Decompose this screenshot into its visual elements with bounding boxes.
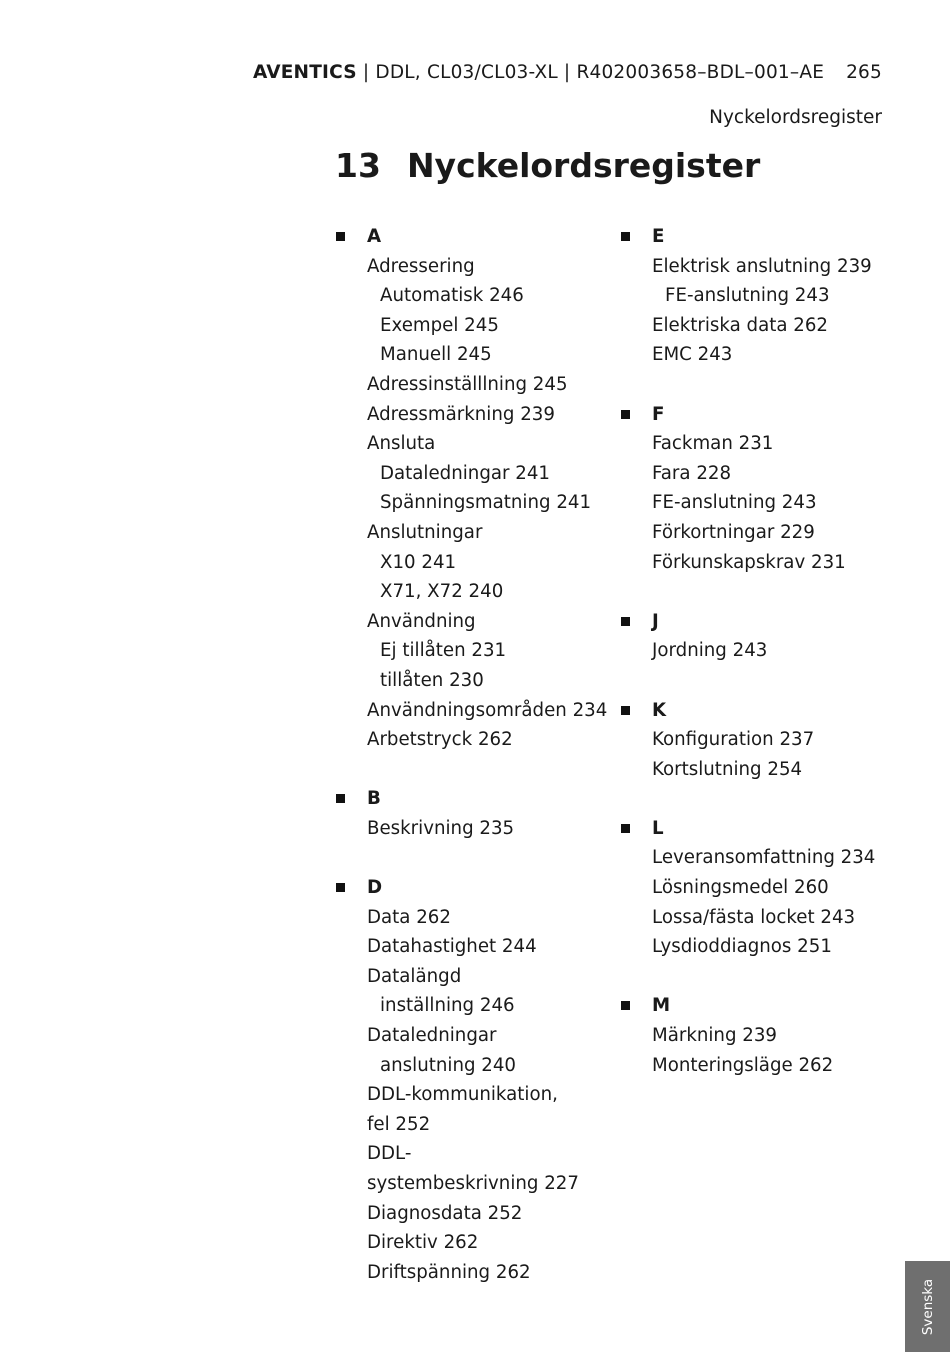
index-entry: Anslutningar (367, 521, 483, 543)
index-spacer (620, 784, 890, 814)
index-subentry: tillåten 230 (380, 669, 484, 691)
index-letter-heading (335, 873, 605, 903)
index-spacer (620, 666, 890, 696)
index-entry: Förkortningar 229 (652, 521, 815, 543)
index-spacer (335, 755, 605, 785)
index-entry: Elektriska data 262 (652, 314, 829, 336)
index-entry: Jordning 243 (652, 640, 768, 662)
index-subentry: X10 241 (380, 551, 457, 573)
square-bullet-icon (621, 706, 630, 715)
language-tab (905, 1261, 950, 1352)
language-tab-label: Svenska (919, 1278, 936, 1335)
index-entry: fel 252 (367, 1113, 431, 1135)
index-spacer (335, 843, 605, 873)
index-entry: Elektrisk anslutning 239 (652, 255, 872, 277)
index-entry: Konfiguration 237 (652, 729, 815, 751)
page-header (253, 62, 882, 83)
index-entry: DDL-kommunikation, (367, 1084, 558, 1106)
index-entry: Märkning 239 (652, 1025, 777, 1047)
index-subentry: Exempel 245 (380, 314, 499, 336)
index-subentry: Manuell 245 (380, 344, 492, 366)
index-entry: Adressmärkning 239 (367, 403, 555, 425)
index-entry: Data 262 (367, 906, 451, 928)
index-entry: FE-anslutning 243 (652, 492, 817, 514)
index-entry: Datalängd (367, 965, 462, 987)
index-entry: Driftspänning 262 (367, 1261, 531, 1283)
index-subentry: X71, X72 240 (380, 581, 504, 603)
document-reference: | DDL, CL03/CL03-XL | R402003658–BDL–001–AE (356, 62, 825, 83)
index-letter-heading (620, 400, 890, 430)
square-bullet-icon (336, 232, 345, 241)
page-number: 265 (846, 62, 882, 83)
index-letter: J (652, 610, 659, 632)
index-subentry: Spänningsmatning 241 (380, 492, 592, 514)
running-title: Nyckelordsregister (709, 107, 882, 128)
square-bullet-icon (621, 1001, 630, 1010)
index-entry: Adressering (367, 255, 475, 277)
index-letter-heading (620, 814, 890, 844)
index-letter: K (652, 699, 667, 721)
index-letter: B (367, 788, 381, 810)
square-bullet-icon (336, 794, 345, 803)
index-subentry: Automatisk 246 (380, 285, 524, 307)
index-subentry: Dataledningar 241 (380, 462, 550, 484)
index-letter-heading (620, 696, 890, 726)
index-entry: Lösningsmedel 260 (652, 877, 829, 899)
index-entry: Lysdioddiagnos 251 (652, 936, 832, 958)
index-entry: Direktiv 262 (367, 1232, 479, 1254)
index-column-right (620, 222, 890, 1080)
index-entry: Fara 228 (652, 462, 732, 484)
index-entry: Beskrivning 235 (367, 817, 515, 839)
chapter-title: Nyckelordsregister (406, 146, 761, 185)
square-bullet-icon (336, 883, 345, 892)
index-entry: Diagnosdata 252 (367, 1202, 523, 1224)
index-letter-heading (620, 607, 890, 637)
square-bullet-icon (621, 232, 630, 241)
index-entry: Arbetstryck 262 (367, 729, 513, 751)
square-bullet-icon (621, 410, 630, 419)
index-letter: E (652, 226, 665, 247)
index-entry: Datahastighet 244 (367, 936, 537, 958)
index-entry: Förkunskapskrav 231 (652, 551, 846, 573)
index-subentry: anslutning 240 (380, 1054, 517, 1076)
index-subentry: inställning 246 (380, 995, 515, 1017)
index-entry: Lossa/fästa locket 243 (652, 906, 856, 928)
index-letter-heading (335, 222, 605, 252)
index-spacer (620, 962, 890, 992)
index-letter-heading (620, 222, 890, 252)
index-entry: Kortslutning 254 (652, 758, 803, 780)
index-subentry: FE-anslutning 243 (665, 285, 830, 307)
brand-name: AVENTICS (252, 62, 357, 83)
square-bullet-icon (621, 617, 630, 626)
chapter-heading (335, 146, 760, 185)
index-entry: Fackman 231 (652, 433, 774, 455)
index-spacer (620, 370, 890, 400)
index-letter: M (652, 995, 671, 1017)
index-entry: Användningsområden 234 (367, 699, 608, 721)
index-subentry: Ej tillåten 231 (380, 640, 507, 662)
index-entry: DDL- (367, 1143, 412, 1165)
index-letter-heading (620, 991, 890, 1021)
index-entry: EMC 243 (652, 344, 733, 366)
square-bullet-icon (621, 824, 630, 833)
index-letter: F (652, 403, 665, 425)
index-letter: L (652, 817, 664, 839)
index-spacer (620, 577, 890, 607)
index-entry: Användning (367, 610, 476, 632)
index-entry: Ansluta (367, 433, 436, 455)
index-entry: Monteringsläge 262 (652, 1054, 834, 1076)
index-entry: Leveransomfattning 234 (652, 847, 876, 869)
index-entry: Dataledningar (367, 1025, 497, 1047)
index-letter: A (367, 226, 382, 247)
index-letter-heading (335, 784, 605, 814)
index-entry: systembeskrivning 227 (367, 1173, 579, 1194)
index-entry: Adressinställlning 245 (367, 373, 568, 395)
index-letter: D (367, 877, 383, 899)
chapter-number: 13 (335, 146, 381, 185)
index-column-left (335, 222, 608, 1287)
